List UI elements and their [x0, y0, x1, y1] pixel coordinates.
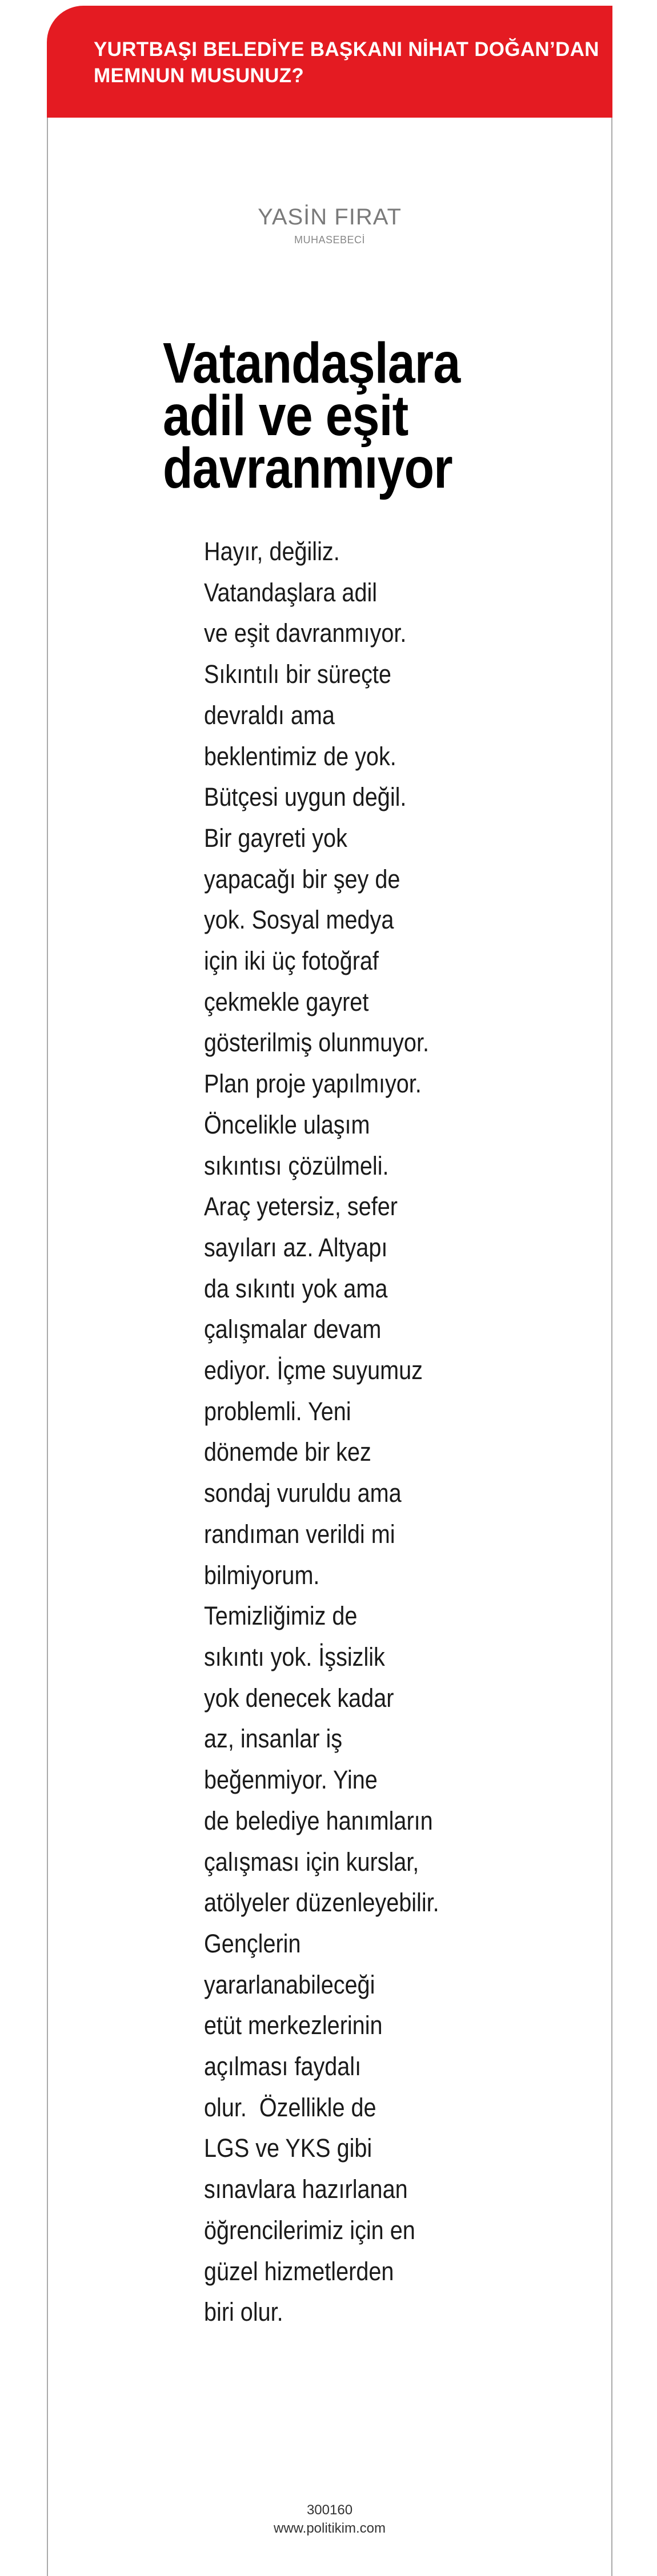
footer-number: 300160	[306, 2502, 353, 2518]
article-body-line: için iki üç fotoğraf	[204, 946, 379, 976]
article-body-line: güzel hizmetlerden	[204, 2256, 394, 2286]
article-body-line: çalışmalar devam	[204, 1315, 382, 1344]
article-body-line: sayıları az. Altyapı	[204, 1232, 388, 1262]
article-body-line: atölyeler düzenleyebilir.	[204, 1888, 439, 1918]
frame-border-right	[611, 118, 612, 2576]
article-body-line: dönemde bir kez	[204, 1437, 371, 1467]
article-body-line: de belediye hanımların	[204, 1806, 433, 1835]
article-body-line: Bir gayreti yok	[204, 823, 347, 853]
author-name: YASİN FIRAT	[258, 204, 402, 230]
article-body-line: çalışması için kurslar,	[204, 1847, 419, 1876]
article-body-line: Hayır, değiliz.	[204, 537, 340, 566]
article-body-line: ve eşit davranmıyor.	[204, 618, 407, 648]
frame-border-left	[47, 118, 48, 2576]
article-body-line: Araç yetersiz, sefer	[204, 1192, 398, 1221]
article-body-line: Bütçesi uygun değil.	[204, 782, 407, 812]
article-body-line: etüt merkezlerinin	[204, 2011, 383, 2040]
article-body-line: sınavlara hazırlanan	[204, 2175, 408, 2204]
article-body-line: yok. Sosyal medya	[204, 905, 394, 935]
article-body-line: LGS ve YKS gibi	[204, 2133, 372, 2163]
article-body-line: beklentimiz de yok.	[204, 741, 396, 771]
article-body-line: sıkıntısı çözülmeli.	[204, 1151, 389, 1180]
author-role: MUHASEBECİ	[294, 234, 366, 246]
article-body-line: çekmekle gayret	[204, 987, 369, 1016]
article-body-line: Plan proje yapılmıyor.	[204, 1069, 422, 1099]
headline-line: davranmıyor	[163, 436, 452, 500]
survey-question-title	[94, 37, 612, 89]
article-body-line: gösterilmiş olunmuyor.	[204, 1028, 429, 1058]
article-body-line: yapacağı bir şey de	[204, 864, 400, 894]
article-body-line: olur. Özellikle de	[204, 2092, 376, 2122]
article-body-line: Gençlerin	[204, 1928, 301, 1958]
article-body-line: Vatandaşlara adil	[204, 577, 378, 607]
article-body-line: biri olur.	[204, 2297, 283, 2327]
footer-website-link[interactable]: www.politikim.com	[273, 2521, 386, 2536]
article-body-line: Öncelikle ulaşım	[204, 1110, 370, 1139]
article-body-line: ediyor. İçme suyumuz	[204, 1356, 423, 1385]
headline-line: adil ve eşit	[163, 384, 408, 448]
survey-question-line-2: MEMNUN MUSUNUZ?	[94, 65, 305, 87]
article-body-line: sondaj vuruldu ama	[204, 1478, 402, 1508]
article-body-line: açılması faydalı	[204, 2052, 362, 2081]
page-footer	[47, 2501, 612, 2538]
article-body-line: randıman verildi mi	[204, 1519, 395, 1549]
article-body-line: az, insanlar iş	[204, 1724, 343, 1754]
article-body-line: beğenmiyor. Yine	[204, 1765, 378, 1795]
article-body-line: problemli. Yeni	[204, 1396, 351, 1426]
article-body-line: bilmiyorum.	[204, 1560, 320, 1590]
article-body-line: Temizliğimiz de	[204, 1601, 358, 1631]
article-body	[204, 531, 439, 2333]
article-body-line: da sıkıntı yok ama	[204, 1273, 388, 1303]
article-body-line: yok denecek kadar	[204, 1683, 394, 1713]
article-body-line: devraldı ama	[204, 700, 335, 730]
author-byline	[47, 203, 612, 247]
article-body-line: öğrencilerimiz için en	[204, 2215, 415, 2245]
article-body-line: sıkıntı yok. İşsizlik	[204, 1642, 385, 1671]
article-body-line: Sıkıntılı bir süreçte	[204, 660, 391, 689]
article-headline	[163, 331, 460, 500]
survey-question-line-1: YURTBAŞI BELEDİYE BAŞKANI NİHAT DOĞAN’DAN	[94, 38, 599, 61]
header-banner	[47, 6, 612, 118]
headline-line: Vatandaşlara	[163, 331, 460, 395]
article-body-line: yararlanabileceği	[204, 1970, 375, 1999]
